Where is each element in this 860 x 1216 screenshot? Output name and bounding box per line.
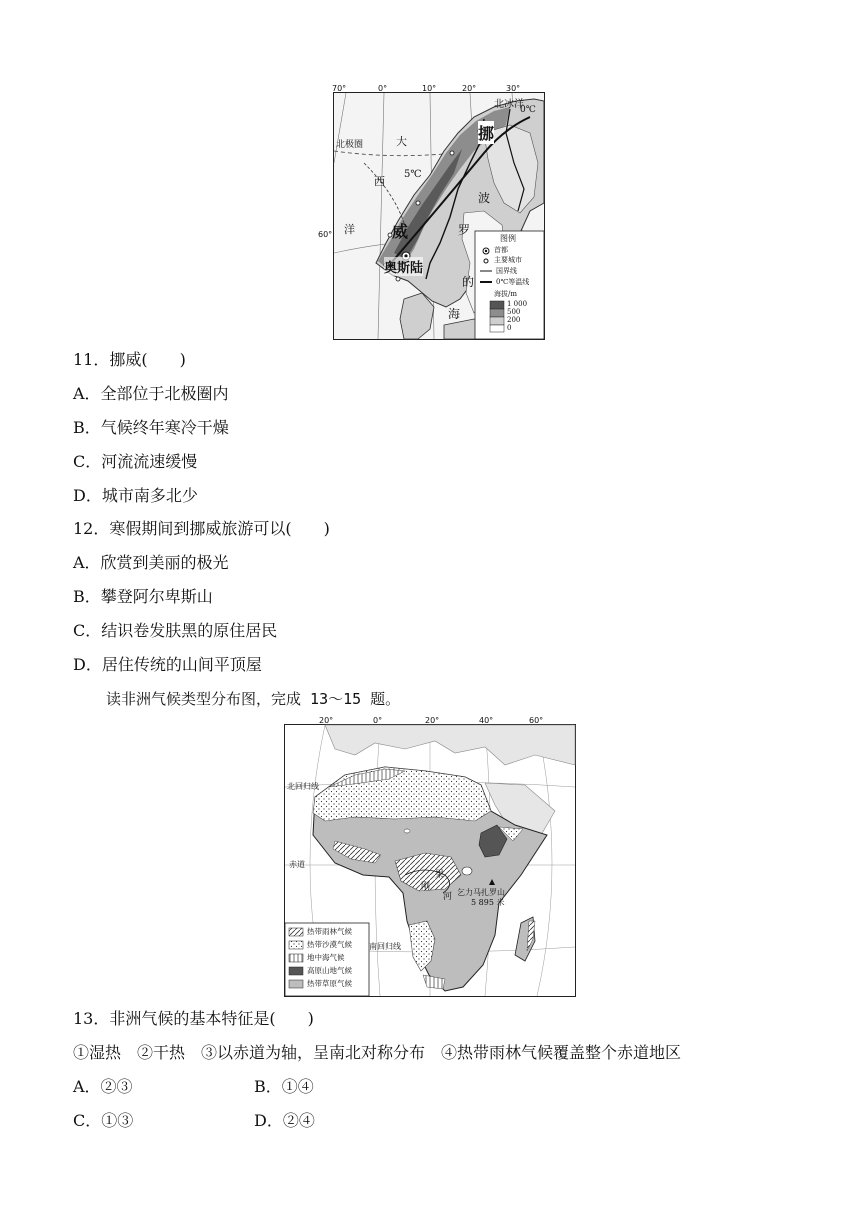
zero-c-label: 0℃ [520,105,536,115]
q11-option-b[interactable]: B．气候终年寒冷干燥 [73,418,229,437]
legend-desert: 热带沙漠气候 [307,940,352,949]
q12-option-d[interactable]: D．居住传统的山间平顶屋 [73,655,262,674]
baltic-label-2: 罗 [458,223,471,237]
atlantic-label-1: 大 [396,135,407,148]
lon-label: 20° [319,716,334,725]
q11-stem: 11．挪威( ) [73,350,186,369]
river-label-3: 河 [443,892,453,902]
lon-label: 40° [479,716,494,725]
legend-rainforest: 热带雨林气候 [307,927,352,936]
q12-option-b[interactable]: B．攀登阿尔卑斯山 [73,587,213,606]
lon-label: 60° [529,716,544,725]
arctic-circle-label: 北极圈 [336,140,364,150]
arctic-ocean-label: 北冰洋 [494,99,524,110]
kilimanjaro-label: 乞力马扎罗山 [457,888,505,897]
kilimanjaro-height: 5 895 米 [471,898,505,907]
q13-option-b[interactable]: B．①④ [254,1077,314,1096]
legend-elevation-level: 0 [507,324,512,332]
q12-option-a[interactable]: A．欣赏到美丽的极光 [73,553,229,572]
legend-border: 国界线 [496,267,517,275]
oslo-label: 奥斯陆 [384,257,423,276]
atlantic-label-3: 洋 [344,223,355,236]
legend-elevation-level: 500 [507,308,521,316]
lat-label: 60° [318,230,333,239]
five-c-label: 5℃ [404,169,422,180]
baltic-label-3: 的 [462,275,475,289]
q13-stem: 13．非洲气候的基本特征是( ) [73,1009,314,1028]
river-label-2: 果 [435,870,445,880]
legend-highland: 高原山地气候 [307,966,352,975]
q13-option-c[interactable]: C．①③ [73,1111,134,1130]
lon-label: 30° [506,84,521,93]
q11-option-d[interactable]: D．城市南多北少 [73,486,198,505]
legend-mediterranean: 地中海气候 [307,953,345,962]
norway-map [318,84,545,340]
legend-capital: 首都 [494,246,508,254]
tropic-north-label: 北回归线 [287,782,319,791]
lon-label: 70° [332,84,347,93]
norway-label-1: 挪 [478,121,494,144]
legend-elevation-level: 200 [507,316,521,324]
lon-label: 20° [462,84,477,93]
q13-option-a[interactable]: A．②③ [73,1077,133,1096]
q12-option-c[interactable]: C．结识卷发肤黑的原住居民 [73,621,278,640]
legend-title: 图例 [500,234,516,243]
river-label-1: 刚 [421,882,431,892]
lon-label: 0° [378,84,388,93]
tropic-south-label: 南回归线 [369,942,401,951]
q12-stem: 12．寒假期间到挪威旅游可以( ) [73,519,330,538]
equator-label: 赤道 [289,860,305,869]
q13-option-d[interactable]: D．②④ [254,1111,315,1130]
baltic-label-1: 波 [478,191,491,205]
map2-intro: 读非洲气候类型分布图，完成 13～15 题。 [106,690,401,708]
legend-major-city: 主要城市 [494,256,522,264]
baltic-label-4: 海 [448,307,461,321]
legend-isotherm: 0℃等温线 [496,278,530,286]
legend-elevation-level: 1 000 [507,300,528,308]
africa-climate-map [284,716,576,997]
q11-option-c[interactable]: C．河流流速缓慢 [73,452,198,471]
atlantic-label-2: 西 [374,175,385,188]
q13-statements: ①湿热 ②干热 ③以赤道为轴，呈南北对称分布 ④热带雨林气候覆盖整个赤道地区 [73,1043,682,1062]
norway-label-2: 威 [392,222,409,241]
q11-option-a[interactable]: A．全部位于北极圈内 [73,384,229,403]
lon-label: 0° [373,716,383,725]
lon-label: 20° [425,716,440,725]
legend-elevation-title: 海拔/m [494,290,517,298]
lon-label: 10° [422,84,437,93]
legend-savanna: 热带草原气候 [307,979,352,988]
